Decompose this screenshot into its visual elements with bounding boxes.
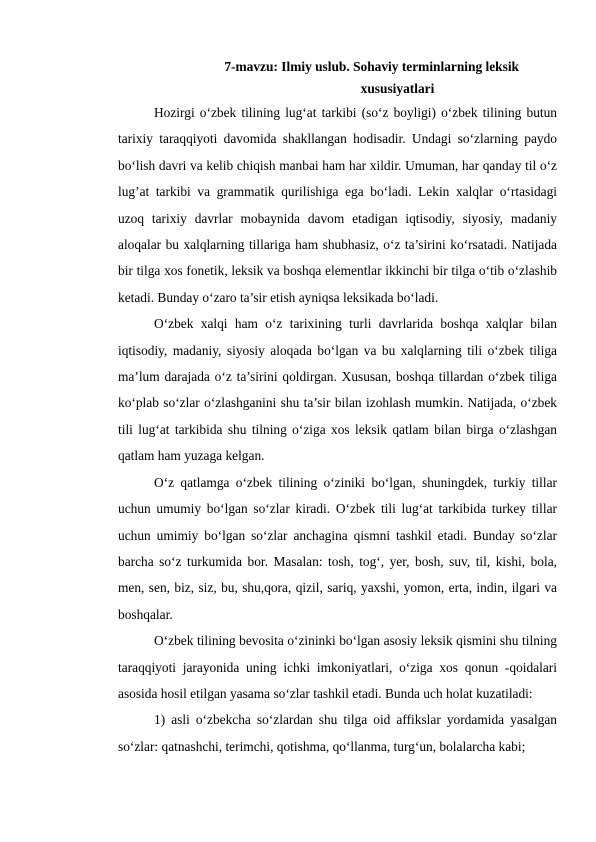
paragraph-5: 1) asli o‘zbekcha so‘zlardan shu tilga oid affikslar yordamida yasalgan so‘zlar: qatnashchi, terimchi, qotishma, qo‘llanma, turg‘un, bolalarcha kabi; [118,712,557,754]
paragraph-3: O‘z qatlamga o‘zbek tilining o‘ziniki bo‘lgan, shuningdek, turkiy tillar uchun umumiy bo‘lgan so‘zlar kiradi. O‘zbek tili lug‘at tarkibida turkey tillar uchun umimiy bo‘lgan so‘zlar anchagina qismni tashkil etadi. Bunday so‘zlar barcha so‘z turkumida bor. Masalan: tosh, tog‘, yer, bosh, suv, til, kishi, bola, men, sen, biz, siz, bu, shu,qora, qizil, sariq, yaxshi, yomon, erta, indin, ilgari va boshqalar. [118,474,557,622]
paragraph-4: O‘zbek tilining bevosita o‘zininki bo‘lgan asosiy leksik qismini shu tilning taraqqiyoti jarayonida uning ichki imkoniyatlari, o‘ziga xos qonun -qoidalari asosida hosil etilgan yasama so‘zlar tashkil etadi. Bunda uch holat kuzatiladi: [118,633,557,701]
paragraph-1: Hozirgi o‘zbek tilining lug‘at tarkibi (so‘z boyligi) o‘zbek tilining butun tarixiy taraqqiyoti davomida shakllangan hodisadir. Undagi so‘zlarning paydo bo‘lish davri va kelib chiqish manbai ham har xildir. Umuman, har qanday til o‘z lug’at tarkibi va grammatik qurilishiga ega bo‘ladi. Lekin xalqlar o‘rtasidagi uzoq tarixiy davrlar mobaynida davom etadigan iqtisodiy, siyosiy, madaniy aloqalar bu xalqlarning tillariga ham shubhasiz, o‘z ta’sirini ko‘rsatadi. Natijada bir tilga xos fonetik, leksik va boshqa elementlar ikkinchi bir tilga o‘tib o‘zlashib ketadi. Bunday o‘zaro ta’sir etish ayniqsa leksikada bo‘ladi. [118,105,557,305]
document-title: 7-mavzu: Ilmiy uslub. Sohaviy terminlarning leksik [224,59,519,74]
document-page [118,56,557,760]
paragraph-2: O‘zbek xalqi ham o‘z tarixining turli davrlarida boshqa xalqlar bilan iqtisodiy, madaniy, siyosiy aloqada bo‘lgan va bu xalqlarning tili o‘zbek tiliga ma’lum darajada o‘z ta’sirini qoldirgan. Xususan, boshqa tillardan o‘zbek tiliga ko‘plab so‘zlar o‘zlashganini shu ta’sir bilan izohlash mumkin. Natijada, o‘zbek tili lug‘at tarkibida shu tilning o‘ziga xos leksik qatlam bilan birga o‘zlashgan qatlam ham yuzaga kelgan. [118,316,557,464]
document-subtitle: xususiyatlari [360,81,435,96]
